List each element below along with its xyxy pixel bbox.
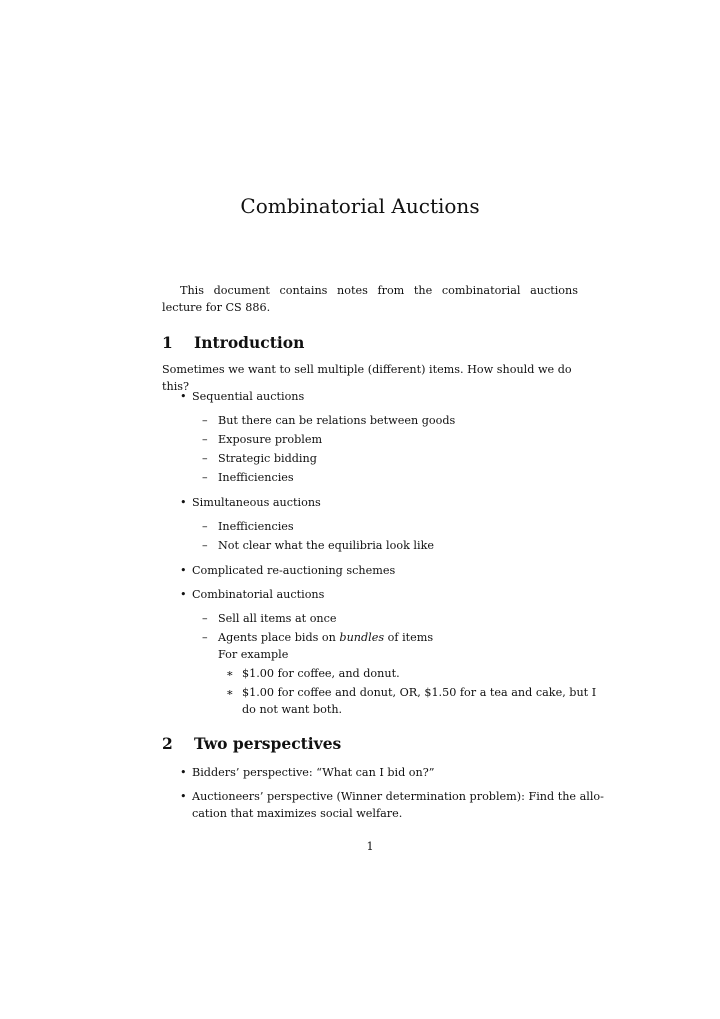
list-item — [162, 494, 321, 511]
list-item — [162, 562, 395, 579]
bullet-marker: • — [180, 564, 187, 577]
bullet-list-auctioneers — [162, 788, 604, 822]
list-item-text: Combinatorial auctions — [192, 588, 325, 601]
section-heading-introduction — [162, 333, 304, 352]
list-item — [162, 610, 433, 627]
list-item — [162, 431, 455, 448]
star-marker: ∗ — [226, 686, 234, 699]
bullet-marker: • — [180, 790, 187, 803]
text-fragment: Agents place bids on — [218, 631, 340, 644]
list-item-text — [218, 629, 433, 646]
list-item-text: Sell all items at once — [218, 612, 337, 625]
list-item-text: But there can be relations between goods — [218, 414, 456, 427]
list-item — [162, 586, 324, 603]
bullet-list-perspectives — [162, 764, 434, 781]
list-item — [162, 665, 596, 682]
list-item — [162, 684, 596, 718]
list-item-text-line2: cation that maximizes social welfare. — [192, 807, 403, 820]
list-item — [162, 537, 434, 554]
list-item-text: Inefficiencies — [218, 471, 294, 484]
bullet-list-sequential — [162, 388, 304, 405]
bullet-marker: • — [180, 588, 187, 601]
dash-marker: – — [202, 539, 208, 552]
text-fragment: of items — [384, 631, 434, 644]
list-item-text: Exposure problem — [218, 433, 323, 446]
list-item-text: Sequential auctions — [192, 390, 305, 403]
abstract-paragraph: This document contains notes from the combinatorial auctions lecture for CS 886. — [162, 284, 578, 314]
bullet-list-combinatorial — [162, 586, 324, 603]
dash-marker: – — [202, 631, 208, 644]
list-item — [162, 788, 604, 822]
intro-paragraph: Sometimes we want to sell multiple (different) items. How should we do this? — [162, 363, 572, 393]
sublist-simultaneous — [162, 518, 434, 554]
dash-marker: – — [202, 471, 208, 484]
bullet-marker: • — [180, 496, 187, 509]
list-item-text: Simultaneous auctions — [192, 496, 321, 509]
list-item-text: $1.00 for coffee, and donut. — [242, 667, 400, 680]
list-item-text: $1.00 for coffee and donut, OR, $1.50 for a tea and cake, but I — [242, 686, 597, 699]
list-item — [162, 469, 455, 486]
section-title: Introduction — [194, 333, 305, 352]
dash-marker: – — [202, 520, 208, 533]
list-item-text: Bidders’ perspective: “What can I bid on?” — [192, 766, 435, 779]
dash-marker: – — [202, 452, 208, 465]
list-item-text-line2: For example — [218, 648, 289, 661]
list-item-text: Strategic bidding — [218, 452, 317, 465]
dash-marker: – — [202, 433, 208, 446]
star-marker: ∗ — [226, 667, 234, 680]
emphasis-bundles: bundles — [339, 631, 385, 644]
sublist-combinatorial — [162, 610, 433, 663]
list-item-text: Complicated re-auctioning schemes — [192, 564, 396, 577]
section-heading-two-perspectives — [162, 734, 341, 753]
list-item-text: Inefficiencies — [218, 520, 294, 533]
list-item — [162, 412, 455, 429]
list-item-text-line2: do not want both. — [242, 703, 343, 716]
bullet-marker: • — [180, 390, 187, 403]
list-item-text: Auctioneers’ perspective (Winner determination problem): Find the allo- — [192, 790, 604, 803]
list-item — [162, 764, 434, 781]
dash-marker: – — [202, 414, 208, 427]
list-item — [162, 518, 434, 535]
section-number: 2 — [162, 734, 173, 753]
bullet-list-simultaneous — [162, 494, 321, 511]
section-number: 1 — [162, 333, 173, 352]
list-item — [162, 450, 455, 467]
list-item-text: Not clear what the equilibria look like — [218, 539, 434, 552]
section-title: Two perspectives — [194, 734, 342, 753]
list-item — [162, 629, 433, 663]
page-number: 1 — [366, 840, 374, 853]
sublist-sequential — [162, 412, 455, 486]
document-title: Combinatorial Auctions — [240, 194, 480, 218]
bullet-marker: • — [180, 766, 187, 779]
list-item — [162, 388, 304, 405]
dash-marker: – — [202, 612, 208, 625]
example-list — [162, 665, 596, 718]
bullet-list-reauction — [162, 562, 395, 579]
